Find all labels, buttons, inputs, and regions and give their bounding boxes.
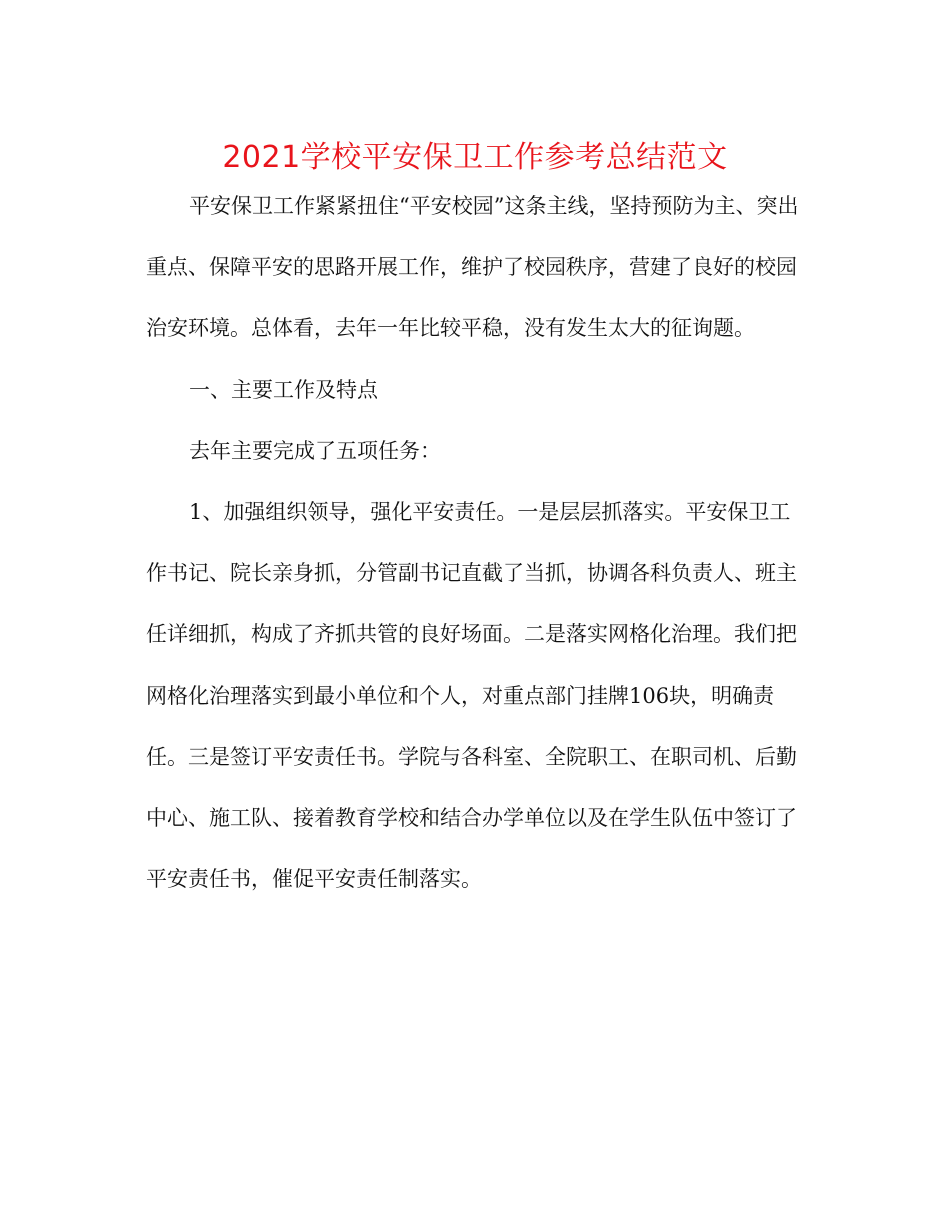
- section-heading: 一、主要工作及特点: [189, 377, 378, 402]
- paragraph-task-1: 1、加强组织领导，强化平安责任。一是层层抓落实。平安保卫工作书记、院长亲身抓，分管副书记直截了当抓，协调各科负责人、班主任详细抓，构成了齐抓共管的良好场面。二是落实网格化治理。我们把网格化治理落实到最小单位和个人，对重点部门挂牌106块，明确责任。三是签订平安责任书。学院与各科室、全院职工、在职司机、后勤中心、施工队、接着教育学校和结合办学单位以及在学生队伍中签订了平安责任书，催促平安责任制落实。: [146, 500, 797, 892]
- document-title: 2021学校平安保卫工作参考总结范文: [222, 140, 728, 175]
- paragraph-tasks-summary: 去年主要完成了五项任务：: [189, 438, 441, 463]
- document-body: [146, 176, 806, 910]
- paragraph-intro: 平安保卫工作紧紧扭住“平安校园”这条主线，坚持预防为主、突出重点、保障平安的思路开展工作，维护了校园秩序，营建了良好的校园治安环境。总体看，去年一年比较平稳，没有发生太大的征询题。: [146, 194, 799, 341]
